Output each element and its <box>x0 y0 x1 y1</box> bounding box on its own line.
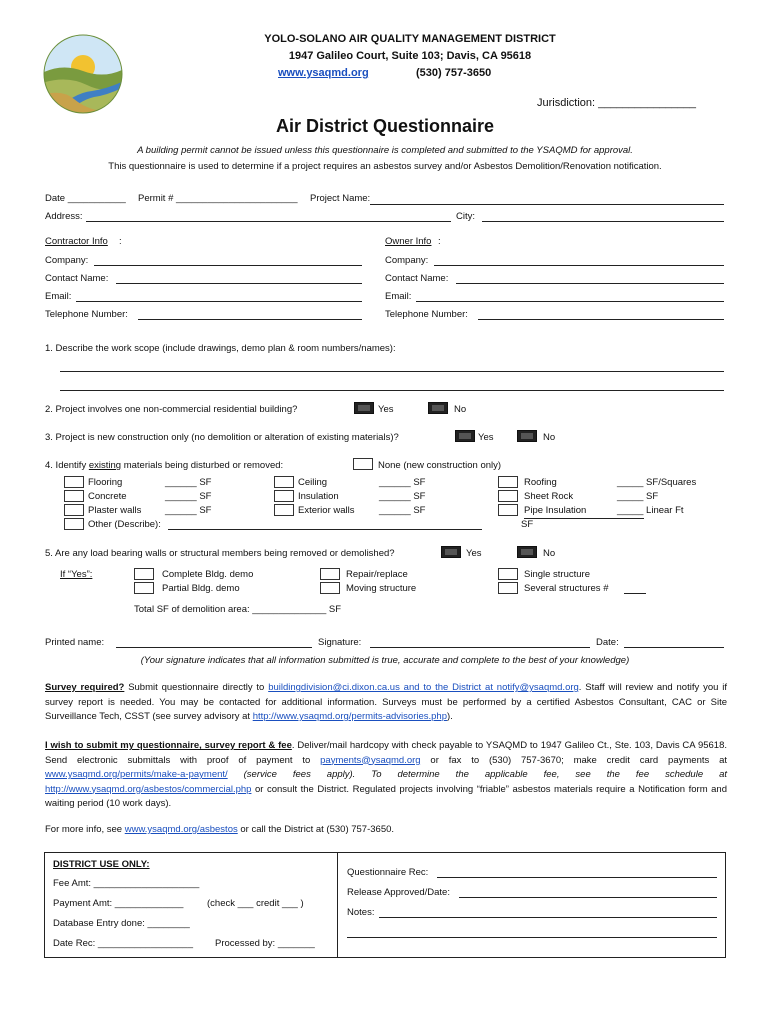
jurisdiction-field[interactable]: Jurisdiction: ________________ <box>537 97 697 109</box>
contractor-phone-label: Telephone Number: <box>45 309 128 320</box>
q5-no-label: No <box>543 548 556 559</box>
sheetrock-checkbox[interactable] <box>498 490 518 502</box>
q3-no-label: No <box>543 432 556 443</box>
owner-contact-input[interactable] <box>456 283 724 284</box>
notes-input-1[interactable] <box>379 917 717 918</box>
questionnaire-rec-label: Questionnaire Rec: <box>347 867 429 878</box>
repair-checkbox[interactable] <box>320 568 340 580</box>
intro-line-2: This questionnaire is used to determine if a project requires an asbestos survey and/or Asbestos Demolition/Renovation notification. <box>108 161 662 172</box>
date-input[interactable] <box>624 647 724 648</box>
contractor-phone-input[interactable] <box>138 319 362 320</box>
address-label: Address: <box>45 211 83 222</box>
plaster-label: Plaster walls <box>88 505 142 516</box>
date-rec-field[interactable]: Date Rec: __________________ <box>53 938 193 949</box>
website-link[interactable]: www.ysaqmd.org <box>278 67 369 79</box>
more-info: For more info, see www.ysaqmd.org/asbestos or call the District at (530) 757-3650. <box>45 824 395 835</box>
payments-email-link[interactable]: payments@ysaqmd.org <box>320 754 421 766</box>
exterior-checkbox[interactable] <box>274 504 294 516</box>
district-heading: DISTRICT USE ONLY: <box>53 859 150 870</box>
insulation-checkbox[interactable] <box>274 490 294 502</box>
insulation-label: Insulation <box>298 491 339 502</box>
single-structure-checkbox[interactable] <box>498 568 518 580</box>
concrete-checkbox[interactable] <box>64 490 84 502</box>
fee-amt-field[interactable]: Fee Amt: ____________________ <box>53 878 200 889</box>
concrete-label: Concrete <box>88 491 127 502</box>
district-divider <box>337 853 338 957</box>
q2-no-checkbox[interactable] <box>428 402 448 414</box>
ceiling-sf[interactable]: ______ SF <box>379 477 426 488</box>
org-phone: (530) 757-3650 <box>416 67 492 79</box>
several-structures-label: Several structures # <box>524 583 609 594</box>
exterior-sf[interactable]: ______ SF <box>379 505 426 516</box>
check-credit-field[interactable]: (check ___ credit ___ ) <box>207 898 304 909</box>
flooring-label: Flooring <box>88 477 123 488</box>
q5-yes-label: Yes <box>466 548 482 559</box>
partial-demo-label: Partial Bldg. demo <box>162 583 240 594</box>
payment-amt-field[interactable]: Payment Amt: _____________ <box>53 898 184 909</box>
q2-yes-label: Yes <box>378 404 394 415</box>
contractor-contact-input[interactable] <box>116 283 362 284</box>
sheetrock-sf[interactable]: _____ SF <box>617 491 659 502</box>
contractor-colon: : <box>119 236 122 247</box>
q3-yes-label: Yes <box>478 432 494 443</box>
q1-line-2[interactable] <box>60 390 724 391</box>
owner-heading: Owner Info <box>385 236 432 247</box>
signature-note: (Your signature indicates that all information submitted is true, accurate and complete to the best of your knowledge) <box>140 655 630 666</box>
pipe-sf-input[interactable] <box>524 518 644 519</box>
fee-schedule-link[interactable]: http://www.ysaqmd.org/asbestos/commercial.php <box>45 783 252 795</box>
district-logo <box>42 33 124 115</box>
org-address: 1947 Galileo Court, Suite 103; Davis, CA 95618 <box>288 50 532 62</box>
if-yes-label: If “Yes”: <box>60 569 93 580</box>
owner-phone-label: Telephone Number: <box>385 309 468 320</box>
city-label: City: <box>456 211 475 222</box>
owner-email-input[interactable] <box>416 301 724 302</box>
notes-input-2[interactable] <box>347 937 717 938</box>
q1-text: 1. Describe the work scope (include drawings, demo plan & room numbers/names): <box>45 343 396 354</box>
pipe-linear[interactable]: _____ Linear Ft <box>617 505 684 516</box>
q3-no-checkbox[interactable] <box>517 430 537 442</box>
flooring-sf[interactable]: ______ SF <box>165 477 212 488</box>
owner-contact-label: Contact Name: <box>385 273 449 284</box>
release-approved-input[interactable] <box>459 897 717 898</box>
ceiling-label: Ceiling <box>298 477 328 488</box>
other-input[interactable] <box>168 529 482 530</box>
q3-text: 3. Project is new construction only (no demolition or alteration of existing materials)? <box>45 432 399 443</box>
release-approved-label: Release Approved/Date: <box>347 887 450 898</box>
advisory-link[interactable]: http://www.ysaqmd.org/permits-advisories.php <box>252 711 447 722</box>
moving-checkbox[interactable] <box>320 582 340 594</box>
repair-label: Repair/replace <box>346 569 408 580</box>
date-label: Date: <box>596 637 619 648</box>
contractor-heading: Contractor Info <box>45 236 108 247</box>
sheetrock-label: Sheet Rock <box>524 491 574 502</box>
several-structures-input[interactable] <box>624 593 646 594</box>
contractor-company-label: Company: <box>45 255 89 266</box>
total-sf-field[interactable]: Total SF of demolition area: ______________ SF <box>134 604 342 615</box>
printed-name-label: Printed name: <box>45 637 105 648</box>
q4-text: 4. Identify existing materials being disturbed or removed: <box>45 460 284 471</box>
pipe-sf-label: SF <box>521 519 534 530</box>
owner-colon: : <box>438 236 441 247</box>
date-field[interactable]: Date ___________ <box>45 193 126 204</box>
q5-text: 5. Are any load bearing walls or structural members being removed or demolished? <box>45 548 395 559</box>
processed-by-field[interactable]: Processed by: _______ <box>215 938 315 949</box>
address-input[interactable] <box>86 221 451 222</box>
pipe-checkbox[interactable] <box>498 504 518 516</box>
contractor-contact-label: Contact Name: <box>45 273 109 284</box>
q4-none-checkbox[interactable] <box>353 458 373 470</box>
owner-company-input[interactable] <box>434 265 724 266</box>
plaster-checkbox[interactable] <box>64 504 84 516</box>
intro-line-1: A building permit cannot be issued unless this questionnaire is completed and submitted to the YSAQMD for approval. <box>137 145 633 156</box>
survey-paragraph: Survey required? Submit questionnaire directly to buildingdivision@ci.dixon.ca.us and to the District at notify@ysaqmd.org. Staff will review and notify you if survey report is needed. You may be contacted for additional information. Surveys must be performed by a certified Asbestos Consultant, CAC or Site Surveillance Tech, CSST (see survey advisory at http://www.ysaqmd.org/permits-advisories.php). <box>45 682 727 722</box>
single-structure-label: Single structure <box>524 569 591 580</box>
owner-phone-input[interactable] <box>478 319 724 320</box>
q4-none-label: None (new construction only) <box>378 460 502 471</box>
q5-yes-checkbox[interactable] <box>441 546 461 558</box>
q2-yes-checkbox[interactable] <box>354 402 374 414</box>
roofing-label: Roofing <box>524 477 557 488</box>
org-name: YOLO-SOLANO AIR QUALITY MANAGEMENT DISTRICT <box>264 33 556 45</box>
q1-line-1[interactable] <box>60 371 724 372</box>
q3-yes-checkbox[interactable] <box>455 430 475 442</box>
q2-no-label: No <box>454 404 467 415</box>
contractor-email-label: Email: <box>45 291 72 302</box>
page-title: Air District Questionnaire <box>275 116 495 136</box>
asbestos-link[interactable]: www.ysaqmd.org/asbestos <box>124 824 238 835</box>
pipe-label: Pipe Insulation <box>524 505 587 516</box>
payment-link[interactable]: www.ysaqmd.org/permits/make-a-payment/ <box>45 769 228 780</box>
roofing-sf[interactable]: _____ SF/Squares <box>617 477 697 488</box>
insulation-sf[interactable]: ______ SF <box>379 491 426 502</box>
other-label: Other (Describe): <box>88 519 161 530</box>
survey-email-link[interactable]: buildingdivision@ci.dixon.ca.us and to the District at notify@ysaqmd.org <box>268 682 579 693</box>
complete-demo-label: Complete Bldg. demo <box>162 569 254 580</box>
city-input[interactable] <box>482 221 724 222</box>
other-checkbox[interactable] <box>64 518 84 530</box>
printed-name-input[interactable] <box>116 647 312 648</box>
submit-paragraph: I wish to submit my questionnaire, survey report & fee. Deliver/mail hardcopy with check payable to YSAQMD to 1947 Galileo Ct., Ste. 103, Davis CA 95618. Send electronic submittals with proof of payment to payments@ysaqmd.org or fax to (530) 757-3670; make credit card payments at www.ysaqmd.org/permits/make-a-payment/ (service fees apply). To determine the applicable fee, see the fee schedule at http://www.ysaqmd.org/asbestos/commercial.php or consult the District. Regulated projects involving “friable” asbestos materials require a Notification form and waiting period (10 work days). <box>45 740 728 809</box>
moving-label: Moving structure <box>346 583 417 594</box>
contractor-email-input[interactable] <box>76 301 362 302</box>
owner-company-label: Company: <box>385 255 429 266</box>
contractor-company-input[interactable] <box>94 265 362 266</box>
permit-field[interactable]: Permit # _______________________ <box>138 193 298 204</box>
several-structures-checkbox[interactable] <box>498 582 518 594</box>
database-entry-field[interactable]: Database Entry done: ________ <box>53 918 190 929</box>
q2-text: 2. Project involves one non-commercial residential building? <box>45 404 298 415</box>
ceiling-checkbox[interactable] <box>274 476 294 488</box>
signature-input[interactable] <box>370 647 590 648</box>
concrete-sf[interactable]: ______ SF <box>165 491 212 502</box>
owner-email-label: Email: <box>385 291 412 302</box>
complete-demo-checkbox[interactable] <box>134 568 154 580</box>
partial-demo-checkbox[interactable] <box>134 582 154 594</box>
plaster-sf[interactable]: ______ SF <box>165 505 212 516</box>
flooring-checkbox[interactable] <box>64 476 84 488</box>
notes-label: Notes: <box>347 907 375 918</box>
signature-label: Signature: <box>318 637 362 648</box>
q5-no-checkbox[interactable] <box>517 546 537 558</box>
district-use-box <box>44 852 726 958</box>
exterior-label: Exterior walls <box>298 505 355 516</box>
questionnaire-rec-input[interactable] <box>437 877 717 878</box>
project-name-input[interactable] <box>370 204 724 205</box>
project-name-label: Project Name: <box>310 193 371 204</box>
roofing-checkbox[interactable] <box>498 476 518 488</box>
